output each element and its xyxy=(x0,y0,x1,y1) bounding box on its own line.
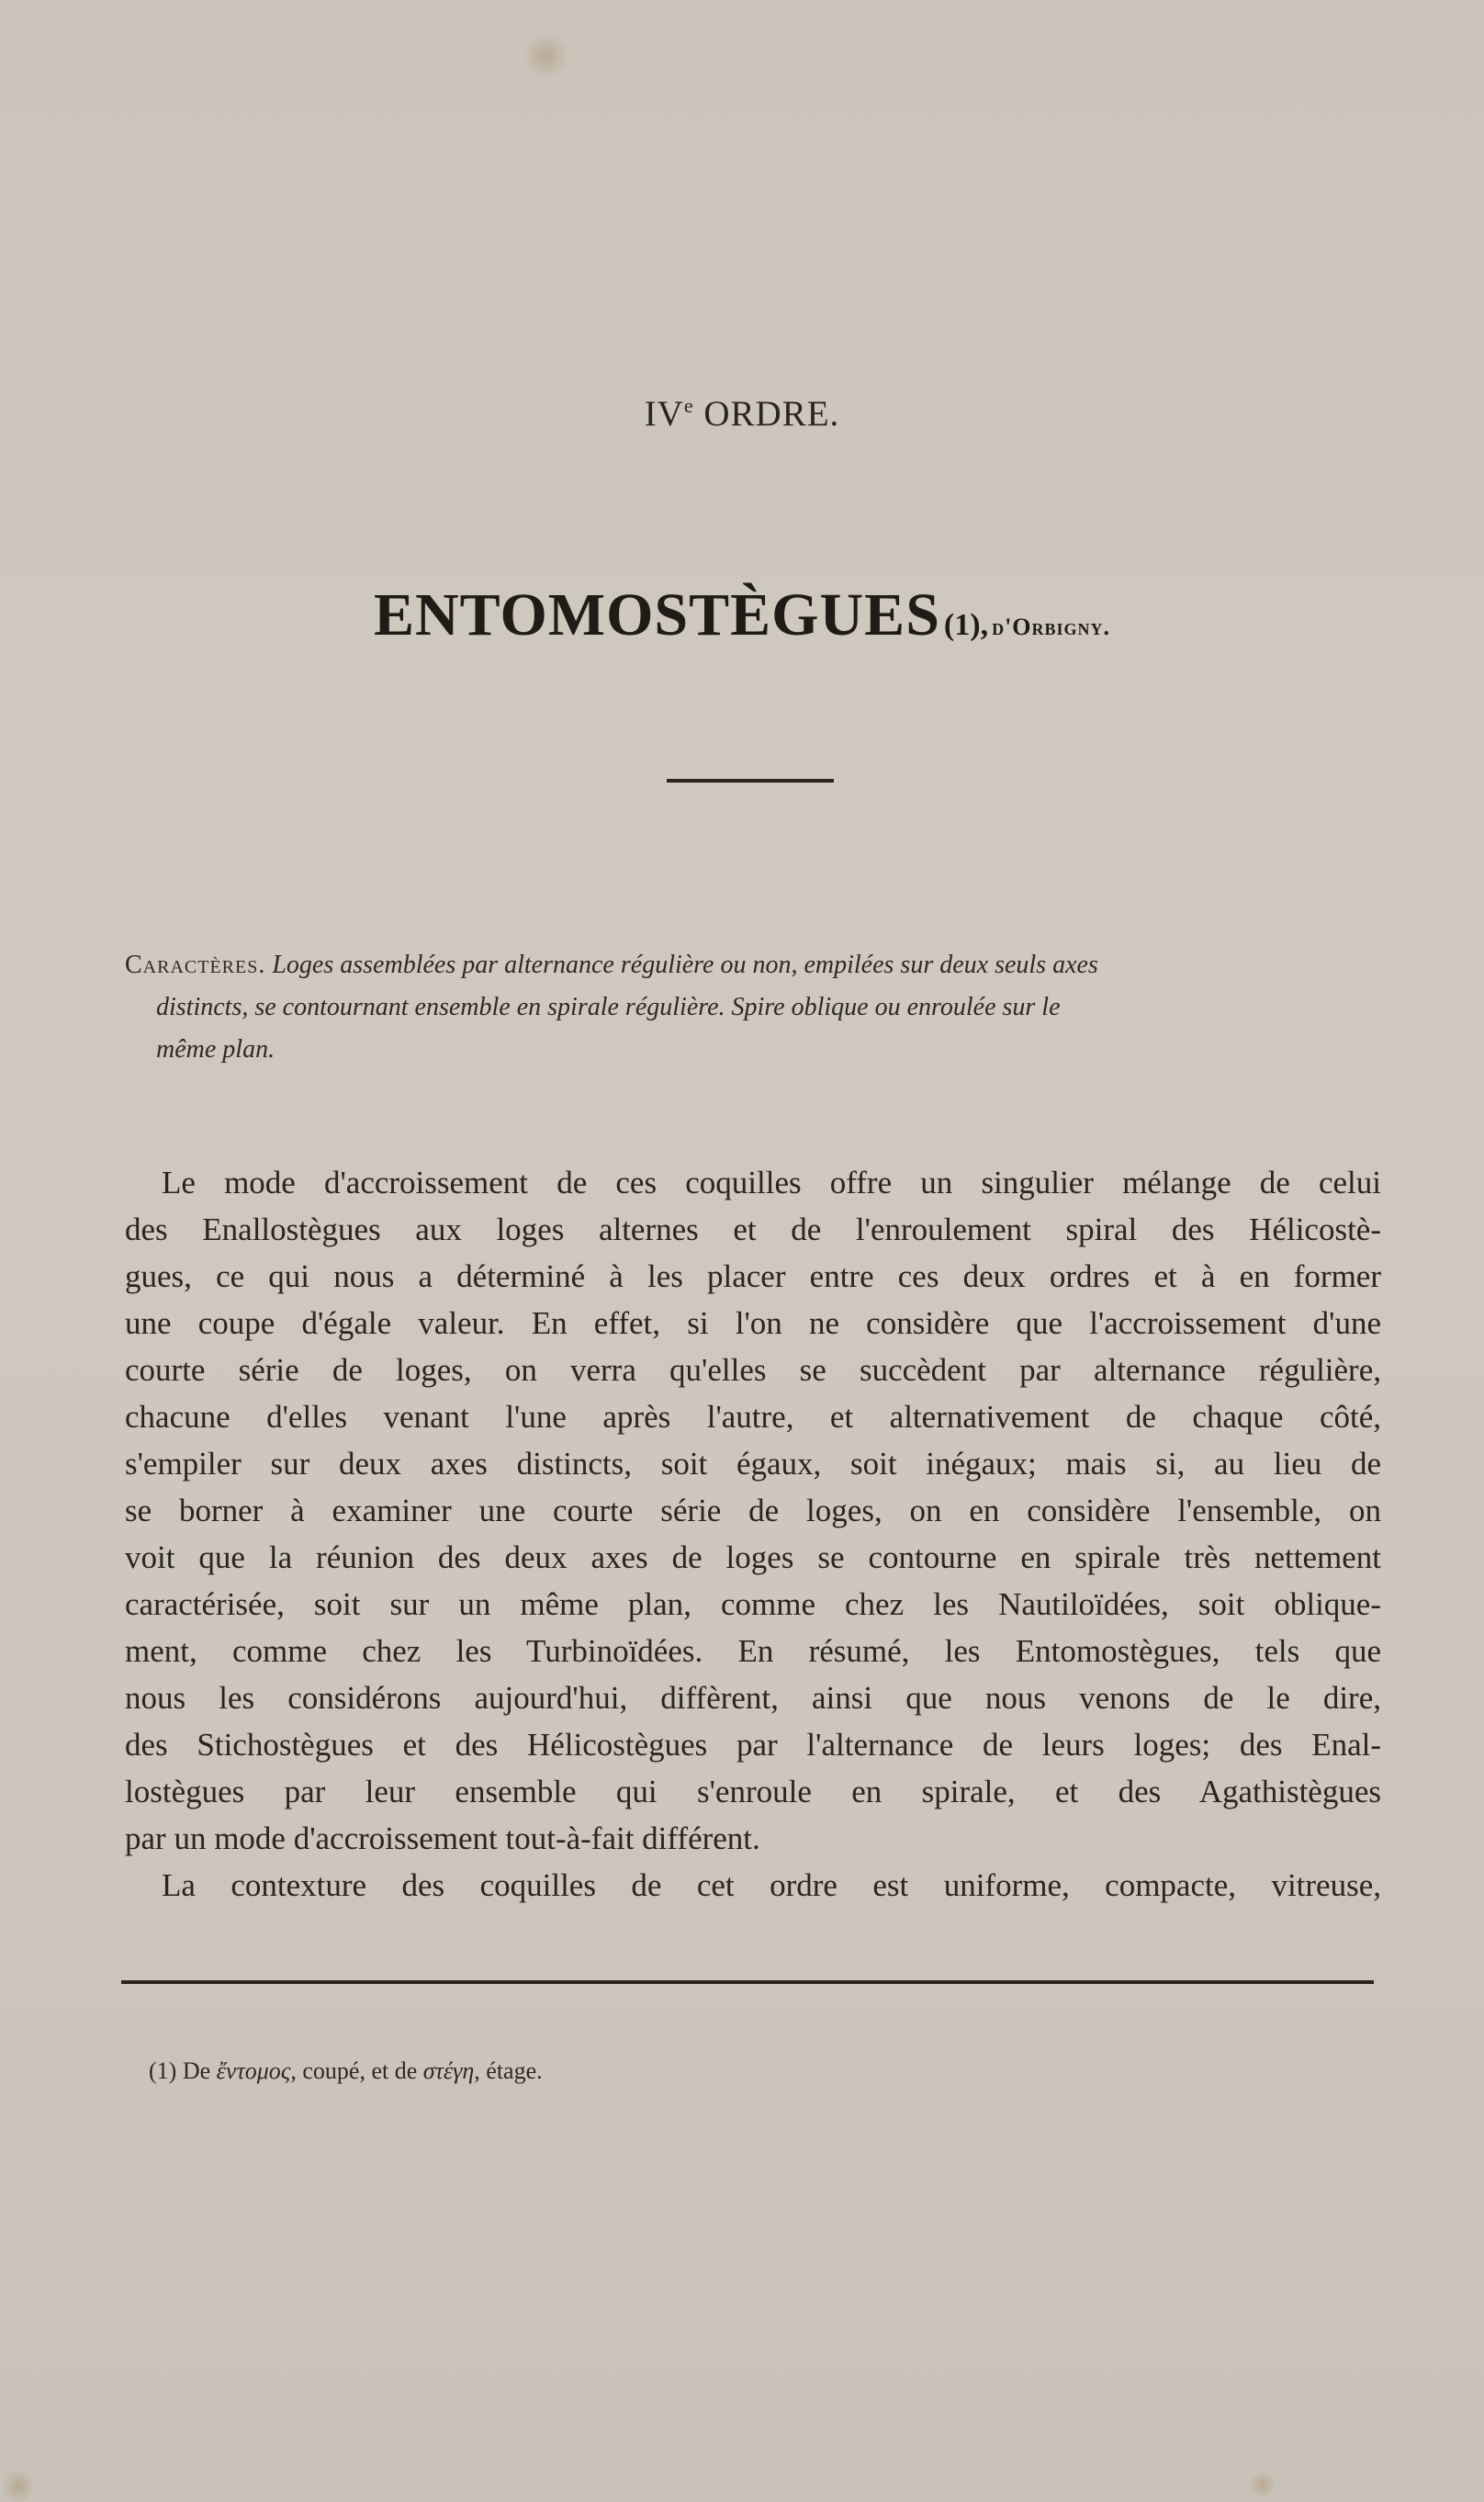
body-line: ment, comme chez les Turbinoïdées. En résumé, les Entomostègues, tels que xyxy=(125,1633,1381,1669)
body-line: chacune d'elles venant l'une après l'autre, et alternativement de chaque côté, xyxy=(125,1399,1381,1435)
body-line: courte série de loges, on verra qu'elles se succèdent par alternance régulière, xyxy=(125,1352,1381,1388)
stain-spot xyxy=(523,33,569,79)
body-line: des Stichostègues et des Hélicostègues par l'alternance de leurs loges; des Enal- xyxy=(125,1727,1381,1763)
order-suffix: e xyxy=(683,394,694,417)
footnote-greek-word: ἔντομος xyxy=(216,2057,291,2084)
order-heading xyxy=(0,393,1484,434)
chapter-title xyxy=(0,580,1484,650)
characters-text-1: Loges assemblées par alternance régulière ou non, empilées sur deux seuls axes xyxy=(272,951,1098,979)
body-line: voit que la réunion des deux axes de loges se contourne en spirale très nettement xyxy=(125,1539,1381,1575)
body-line: par un mode d'accroissement tout-à-fait différent. xyxy=(125,1820,760,1856)
body-line: caractérisée, soit sur un même plan, comme chez les Nautiloïdées, soit oblique- xyxy=(125,1586,1381,1622)
body-line: lostègues par leur ensemble qui s'enroule en spirale, et des Agathistègues xyxy=(125,1774,1381,1809)
chapter-author: d'Orbigny. xyxy=(992,614,1111,640)
order-word: ORDRE. xyxy=(703,394,840,434)
characters-text-3: même plan. xyxy=(156,1035,275,1064)
footnote-divider xyxy=(121,1980,1374,1984)
body-line: des Enallostègues aux loges alternes et de l'enroulement spiral des Hélicostè- xyxy=(125,1212,1381,1247)
title-divider xyxy=(667,779,834,783)
footnote-text: De xyxy=(182,2057,211,2084)
characters-line-1 xyxy=(125,944,1381,986)
footnote-greek-word: στέγη xyxy=(422,2057,475,2084)
order-roman: IV xyxy=(644,394,684,434)
characters-text-2: distincts, se contournant ensemble en spirale régulière. Spire oblique ou enroulée sur le xyxy=(156,993,1061,1021)
footnote-text: , coupé, et de xyxy=(290,2057,418,2084)
body-line: se borner à examiner une courte série de loges, on en considère l'ensemble, on xyxy=(125,1493,1381,1528)
stain-spot xyxy=(1249,2471,1276,2498)
footnote-reference: (1), xyxy=(943,608,989,642)
chapter-title-name: ENTOMOSTÈGUES xyxy=(373,581,940,648)
footnote xyxy=(149,2057,543,2085)
stain-spot xyxy=(0,2471,37,2502)
footnote-marker: (1) xyxy=(149,2057,177,2084)
body-line: gues, ce qui nous a déterminé à les placer entre ces deux ordres et à en former xyxy=(125,1258,1381,1294)
body-line: s'empiler sur deux axes distincts, soit égaux, soit inégaux; mais si, au lieu de xyxy=(125,1446,1381,1482)
characters-paragraph xyxy=(125,944,1381,1071)
body-line: une coupe d'égale valeur. En effet, si l'on ne considère que l'accroissement d'une xyxy=(125,1305,1381,1341)
body-line: nous les considérons aujourd'hui, diffèrent, ainsi que nous venons de le dire, xyxy=(125,1680,1381,1716)
footnote-text: , étage. xyxy=(474,2057,543,2084)
characters-lead: Caractères. xyxy=(125,951,266,979)
body-line: Le mode d'accroissement de ces coquilles offre un singulier mélange de celui xyxy=(162,1165,1381,1200)
body-paragraphs xyxy=(125,1159,1381,1909)
body-line: La contexture des coquilles de cet ordre est uniforme, compacte, vitreuse, xyxy=(162,1867,1381,1903)
